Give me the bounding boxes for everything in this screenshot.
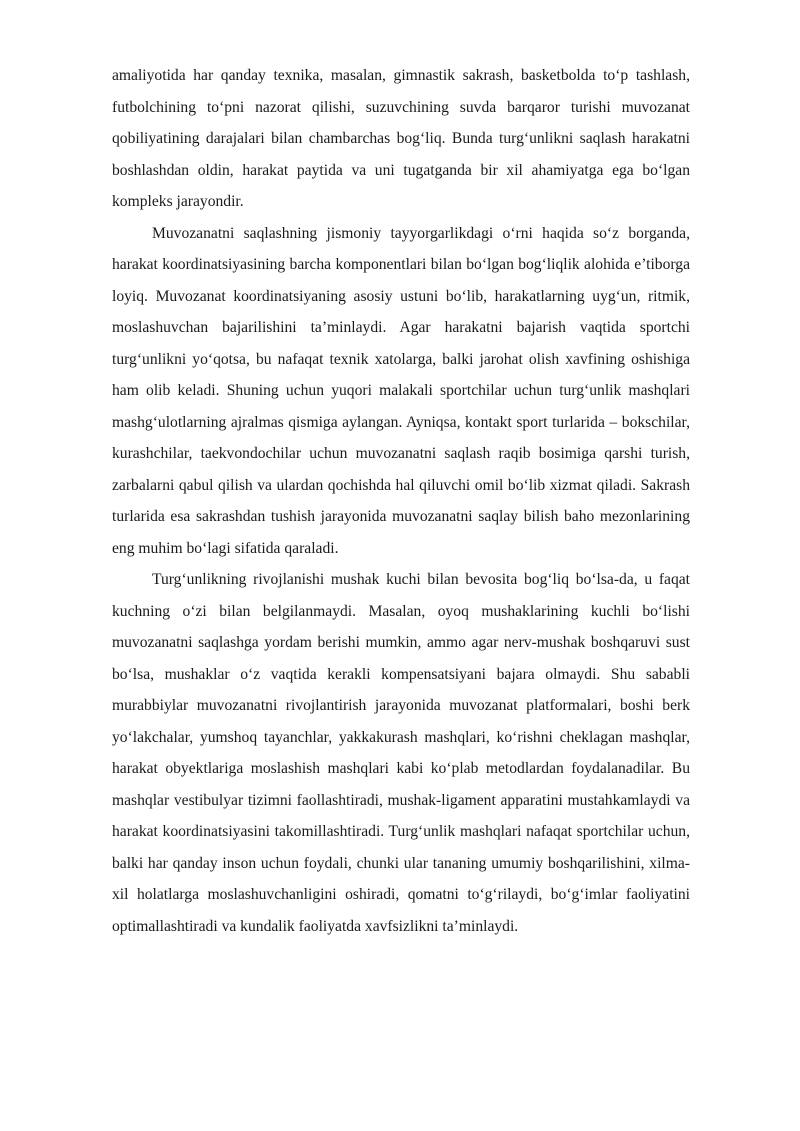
paragraph-1: amaliyotida har qanday texnika, masalan, gimnastik sakrash, basketbolda to‘p tashlash, futbolchining to‘pni nazorat qilishi, suzuvchining suvda barqaror turishi muvozanat qobiliyatining darajalari bilan chambarchas bog‘liq. Bunda turg‘unlikni saqlash harakatni boshlashdan oldin, harakat paytida va uni tugatganda bir xil ahamiyatga ega bo‘lgan kompleks jarayondir. — [112, 67, 690, 210]
document-page — [112, 60, 690, 942]
paragraph-3: Turg‘unlikning rivojlanishi mushak kuchi bilan bevosita bog‘liq bo‘lsa-da, u faqat kuchning o‘zi bilan belgilanmaydi. Masalan, oyoq mushaklarining kuchli bo‘lishi muvozanatni saqlashga yordam berishi mumkin, ammo agar nerv-mushak boshqaruvi sust bo‘lsa, mushaklar o‘z vaqtida kerakli kompensatsiyani bajara olmaydi. Shu sababli murabbiylar muvozanatni rivojlantirish jarayonida muvozanat platformalari, boshi berk yo‘lakchalar, yumshoq tayanchlar, yakkakurash mashqlari, ko‘rishni cheklagan mashqlar, harakat obyektlariga moslashish mashqlari kabi ko‘plab metodlardan foydalanadilar. Bu mashqlar vestibulyar tizimni faollashtiradi, mushak-ligament apparatini mustahkamlaydi va harakat koordinatsiyasini takomillashtiradi. Turg‘unlik mashqlari nafaqat sportchilar uchun, balki har qanday inson uchun foydali, chunki ular tananing umumiy boshqarilishini, xilma-xil holatlarga moslashuvchanligini oshiradi, qomatni to‘g‘rilaydi, bo‘g‘imlar faoliyatini optimallashtiradi va kundalik faoliyatda xavfsizlikni ta’minlaydi. — [112, 571, 690, 935]
paragraph-2: Muvozanatni saqlashning jismoniy tayyorgarlikdagi o‘rni haqida so‘z borganda, harakat koordinatsiyasining barcha komponentlari bilan bo‘lgan bog‘liqlik alohida e’tiborga loyiq. Muvozanat koordinatsiyaning asosiy ustuni bo‘lib, harakatlarning uyg‘un, ritmik, moslashuvchan bajarilishini ta’minlaydi. Agar harakatni bajarish vaqtida sportchi turg‘unlikni yo‘qotsa, bu nafaqat texnik xatolarga, balki jarohat olish xavfining oshishiga ham olib keladi. Shuning uchun yuqori malakali sportchilar uchun turg‘unlik mashqlari mashg‘ulotlarning ajralmas qismiga aylangan. Ayniqsa, kontakt sport turlarida – bokschilar, kurashchilar, taekvondochilar uchun muvozanatni saqlash raqib bosimiga qarshi turish, zarbalarni qabul qilish va ulardan qochishda hal qiluvchi omil bo‘lib xizmat qiladi. Sakrash turlarida esa sakrashdan tushish jarayonida muvozanatni saqlay bilish baho mezonlarining eng muhim bo‘lagi sifatida qaraladi. — [112, 224, 690, 557]
